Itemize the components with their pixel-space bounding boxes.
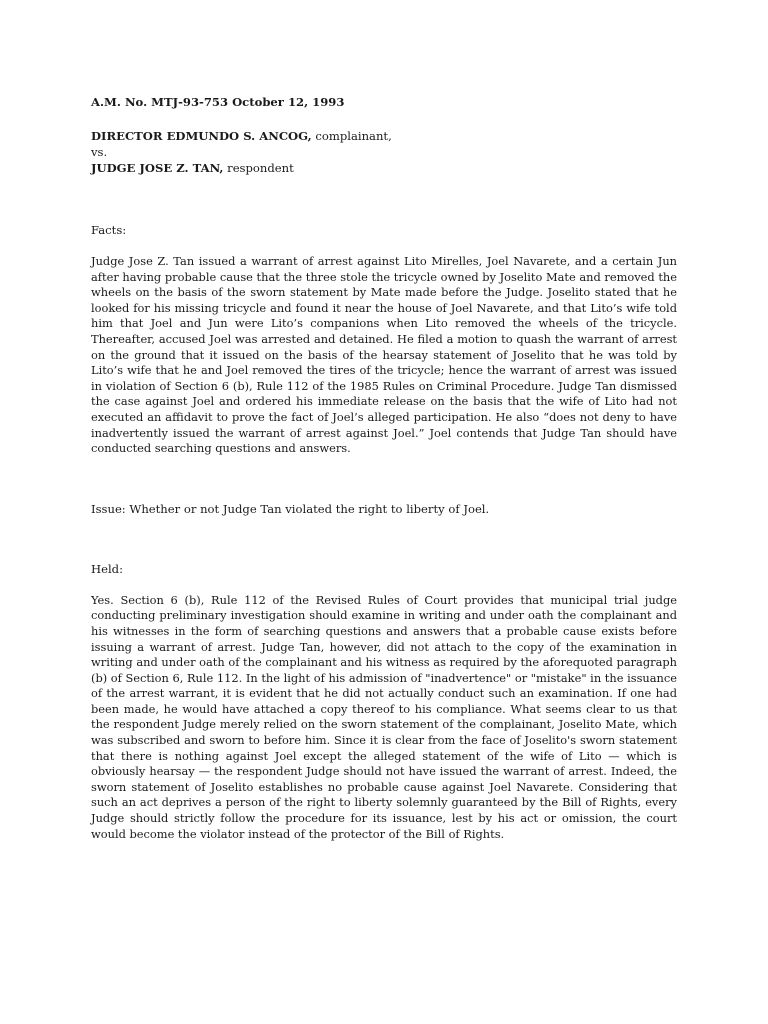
- held-heading: Held:: [91, 561, 124, 576]
- facts-heading: Facts:: [91, 223, 127, 237]
- respondent-role: respondent: [223, 161, 294, 175]
- document-page: [91, 92, 677, 842]
- held-paragraph: Yes. Section 6 (b), Rule 112 of the Revised Rules of Court provides that municipal trial judge conducting preliminary investigation should examine in writing and under oath the complainant and his witnesses in the form of searching questions and answers that a probable cause exists before issuing a warrant of arrest. Judge Tan, however, did not attach to the copy of the examination in writing and under oath of the complainant and his witness as required by the aforequoted paragraph (b) of Section 6, Rule 112. In the light of his admission of "inadvertence" or "mistake" in the issuance of the arrest warrant, it is evident that he did not actually conduct such an examination. If one had been made, he would have attached a copy thereof to his compliance. What seems clear to us that the respondent Judge merely relied on the sworn statement of the complainant, Joselito Mate, which was subscribed and sworn to before him. Since it is clear from the face of Joselito's sworn statement that there is nothing against Joel except the alleged statement of the wife of Lito — which is obviously hearsay — the respondent Judge should not have issued the warrant of arrest. Indeed, the sworn statement of Joselito establishes no probable cause against Joel Navarete. Considering that such an act deprives a person of the right to liberty solemnly guaranteed by the Bill of Rights, every Judge should strictly follow the procedure for its issuance, lest by his act or omission, the court would become the violator instead of the protector of the Bill of Rights.: [91, 592, 677, 841]
- complainant-role: complainant,: [311, 129, 392, 143]
- facts-paragraph: Judge Jose Z. Tan issued a warrant of arrest against Lito Mirelles, Joel Navarete, and a certain Jun after having probable cause that the three stole the tricycle owned by Joselito Mate and removed the wheels on the basis of the sworn statement by Mate made before the Judge. Joselito stated that he looked for his missing tricycle and found it near the house of Joel Navarete, and that Lito’s wife told him that Joel and Jun were Lito’s companions when Lito removed the wheels of the tricycle. Thereafter, accused Joel was arrested and detained. He filed a motion to quash the warrant of arrest on the ground that it issued on the basis of the hearsay statement of Joselito that he was told by Lito’s wife that he and Joel removed the tires of the tricycle; hence the warrant of arrest was issued in violation of Section 6 (b), Rule 112 of the 1985 Rules on Criminal Procedure. Judge Tan dismissed the case against Joel and ordered his immediate release on the basis that the wife of Lito had not executed an affidavit to prove the fact of Joel’s alleged participation. He also “does not deny to have inadvertently issued the warrant of arrest against Joel.” Joel contends that Judge Tan should have conducted searching questions and answers.: [91, 254, 677, 456]
- issue-statement: Issue: Whether or not Judge Tan violated the right to liberty of Joel.: [91, 501, 490, 516]
- respondent-line: [91, 160, 677, 176]
- respondent-name: JUDGE JOSE Z. TAN,: [91, 161, 224, 175]
- complainant-name: DIRECTOR EDMUNDO S. ANCOG,: [91, 129, 312, 143]
- case-number: A.M. No. MTJ-93-753 October 12, 1993: [91, 95, 345, 109]
- complainant-line: [91, 128, 677, 144]
- versus-label: vs.: [91, 145, 108, 159]
